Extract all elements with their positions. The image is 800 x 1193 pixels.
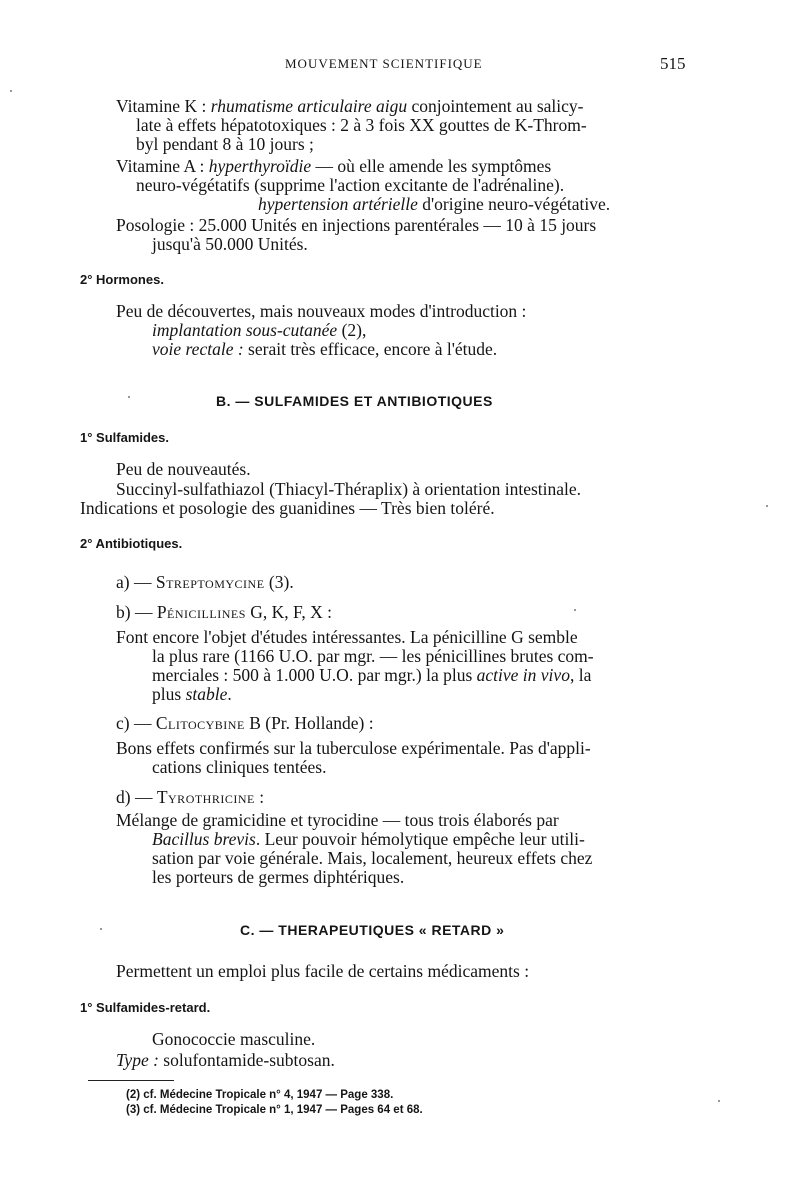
tyrothricine-line-2: Bacillus brevis. Leur pouvoir hémolytique empêche leur utili- xyxy=(152,829,585,849)
vitamin-k-line-3: byl pendant 8 à 10 jours ; xyxy=(136,134,314,154)
sulfamides-retard-line-2: Type : solufontamide-subtosan. xyxy=(116,1050,335,1070)
item-a-streptomycine: a) — Streptomycine (3). xyxy=(116,572,294,592)
penicillines-line-2: la plus rare (1166 U.O. par mgr. — les pénicillines brutes com- xyxy=(152,646,594,666)
penicillines-line-4: plus stable. xyxy=(152,684,232,704)
hormones-route-2: voie rectale : serait très efficace, encore à l'étude. xyxy=(152,339,498,359)
clitocybine-line-1: Bons effets confirmés sur la tuberculose expérimentale. Pas d'appli- xyxy=(116,738,591,758)
sulfamides-line-3: Indications et posologie des guanidines — Très bien toléré. xyxy=(80,498,495,518)
tyrothricine-line-1: Mélange de gramicidine et tyrocidine — tous trois élaborés par xyxy=(116,810,559,830)
penicillines-line-3: merciales : 500 à 1.000 U.O. par mgr.) la plus active in vivo, la xyxy=(152,665,592,685)
hormones-route-1: implantation sous-cutanée (2), xyxy=(152,320,367,340)
section-b-title: B. — SULFAMIDES ET ANTIBIOTIQUES xyxy=(216,393,493,409)
hormones-line-1: Peu de découvertes, mais nouveaux modes d'introduction : xyxy=(116,301,527,321)
clitocybine-line-2: cations cliniques tentées. xyxy=(152,757,327,777)
sulfamides-retard-heading: 1° Sulfamides-retard. xyxy=(80,1000,211,1015)
hormones-heading: 2° Hormones. xyxy=(80,272,164,287)
vitamin-a-line-2: neuro-végétatifs (supprime l'action excitante de l'adrénaline). xyxy=(136,175,565,195)
posologie-line-2: jusqu'à 50.000 Unités. xyxy=(152,234,308,254)
item-d-tyrothricine: d) — Tyrothricine : xyxy=(116,787,265,807)
sulfamides-retard-line-1: Gonococcie masculine. xyxy=(152,1029,316,1049)
sulfamides-heading: 1° Sulfamides. xyxy=(80,430,170,445)
item-b-penicillines: b) — Pénicillines G, K, F, X : xyxy=(116,602,332,622)
penicillines-line-1: Font encore l'objet d'études intéressantes. La pénicilline G semble xyxy=(116,627,578,647)
scan-speck xyxy=(574,609,576,611)
scan-speck xyxy=(100,928,102,930)
footnote-3: (3) cf. Médecine Tropicale n° 1, 1947 — Pages 64 et 68. xyxy=(126,1104,423,1116)
vitamin-k-line-2: late à effets hépatotoxiques : 2 à 3 fois XX gouttes de K-Throm- xyxy=(136,115,587,135)
scan-speck xyxy=(10,90,12,92)
scan-speck xyxy=(718,1100,720,1102)
antibiotiques-heading: 2° Antibiotiques. xyxy=(80,536,183,551)
vitamin-a-line-3: hypertension artérielle d'origine neuro-végétative. xyxy=(258,194,611,214)
scan-speck xyxy=(766,505,768,507)
item-c-clitocybine: c) — Clitocybine B (Pr. Hollande) : xyxy=(116,713,374,733)
scan-speck xyxy=(128,396,130,398)
page-number: 515 xyxy=(660,54,686,73)
vitamin-a-line-1: Vitamine A : hyperthyroïdie — où elle amende les symptômes xyxy=(116,156,552,176)
vitamin-k-line-1: Vitamine K : rhumatisme articulaire aigu conjointement au salicy- xyxy=(116,96,584,116)
footnote-rule xyxy=(88,1080,174,1081)
sulfamides-line-2: Succinyl-sulfathiazol (Thiacyl-Théraplix) à orientation intestinale. xyxy=(116,479,582,499)
section-c-title: C. — THERAPEUTIQUES « RETARD » xyxy=(240,922,505,938)
posologie-line-1: Posologie : 25.000 Unités en injections parentérales — 10 à 15 jours xyxy=(116,215,597,235)
running-title: MOUVEMENT SCIENTIFIQUE xyxy=(285,56,483,71)
footnote-2: (2) cf. Médecine Tropicale n° 4, 1947 — Page 338. xyxy=(126,1089,394,1101)
section-c-intro: Permettent un emploi plus facile de certains médicaments : xyxy=(116,961,530,981)
sulfamides-line-1: Peu de nouveautés. xyxy=(116,459,251,479)
tyrothricine-line-3: sation par voie générale. Mais, localement, heureux effets chez xyxy=(152,848,593,868)
tyrothricine-line-4: les porteurs de germes diphtériques. xyxy=(152,867,405,887)
